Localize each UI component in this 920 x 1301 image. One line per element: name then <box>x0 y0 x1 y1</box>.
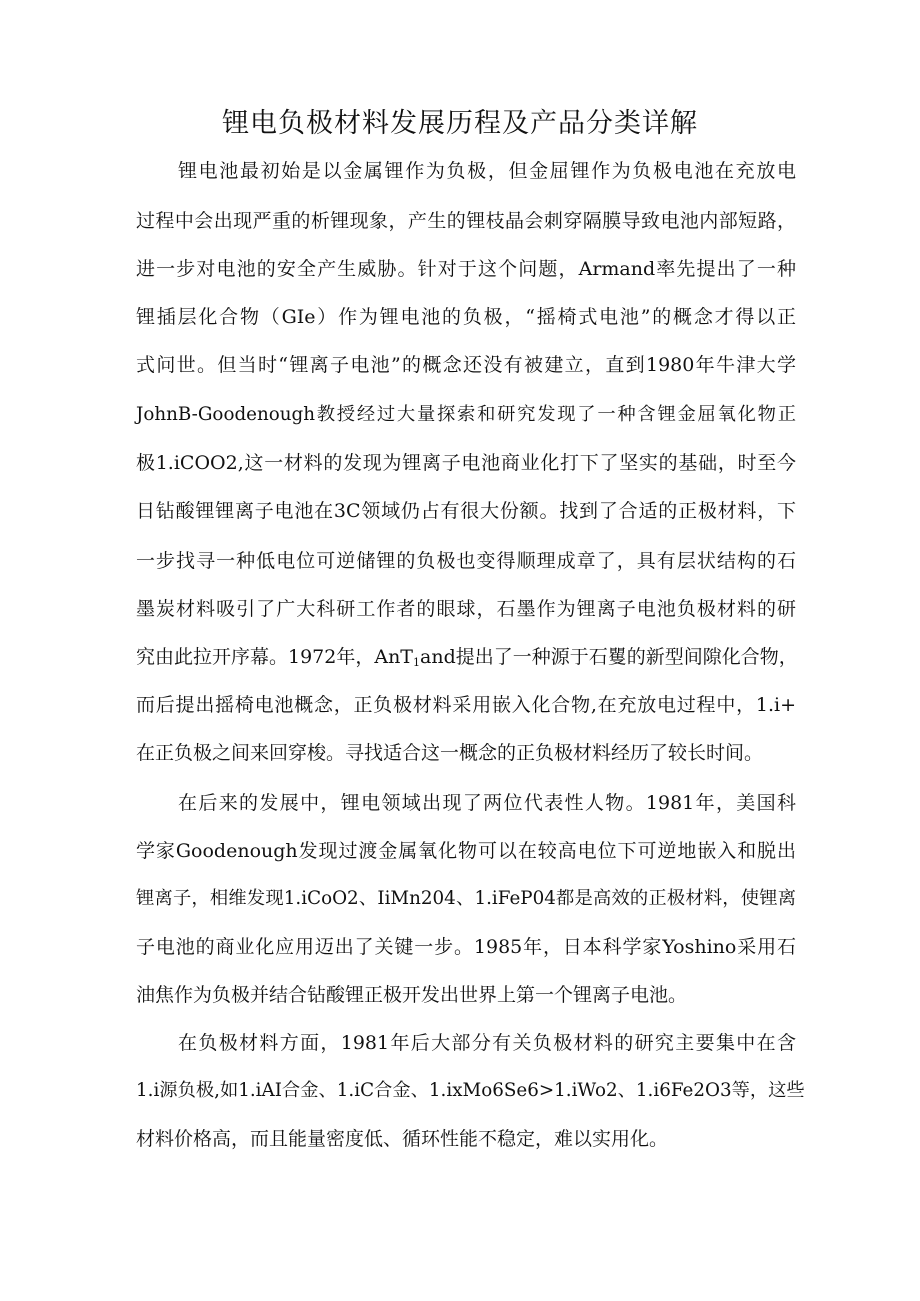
paragraph-1-line-10: 墨炭材料吸引了广大科研工作者的眼球，石墨作为锂离子电池负极材料的研 <box>136 598 796 620</box>
paragraph-2-line-4: 子电池的商业化应用迈出了关键一步。1985年，日本科学家Yoshino采用石 <box>136 936 796 958</box>
paragraph-2-line-2: 学家Goodenough发现过渡金属氧化物可以在较高电位下可逆地嵌入和脱出 <box>136 840 796 862</box>
line-11-text-before: 究由此拉开序幕。1972年，AnT <box>136 646 413 668</box>
line-11-text-after: and提出了一种源于石矍的新型间隙化合物， <box>420 646 798 668</box>
paragraph-1-line-13: 在正负极之间来回穿梭。寻找适合这一概念的正负极材料经历了较长时间。 <box>136 742 764 764</box>
document-title: 锂电负极材料发展历程及产品分类详解 <box>222 108 698 139</box>
paragraph-1-line-6: JohnB-Goodenough教授经过大量探索和研究发现了一种含锂金屈氧化物正 <box>136 404 796 425</box>
paragraph-1-line-5: 式问世。但当时“锂离子电池”的概念还没有被建立，直到1980年牛津大学 <box>136 354 796 376</box>
paragraph-3-line-2: 1.i源负极,如1.iAI合金、1.iC合金、1.ixMo6Se6>1.iWo2、1.i6Fe2O3等，这些 <box>136 1080 805 1101</box>
paragraph-2-line-3: 锂离子，相维发现1.iCoO2、IiMn204、1.iFeP04都是高效的正极材料，使锂离 <box>136 888 796 909</box>
subscript: 1 <box>413 656 420 669</box>
paragraph-1-line-9: 一步找寻一种低电位可逆储锂的负极也变得顺理成章了，具有层状结构的石 <box>136 550 796 572</box>
paragraph-1-line-8: 日钻酸锂锂离子电池在3C领域仍占有很大份额。找到了合适的正极材料，下 <box>136 500 796 522</box>
paragraph-1-line-2: 过程中会出现严重的析锂现象，产生的锂枝晶会刺穿隔膜导致电池内部短路， <box>136 210 796 232</box>
paragraph-1-line-1: 锂电池最初始是以金属锂作为负极，但金屈锂作为负极电池在充放电 <box>178 160 796 182</box>
paragraph-1-line-12: 而后提出摇椅电池概念，正负极材料采用嵌入化合物,在充放电过程中，1.i+ <box>136 694 796 716</box>
paragraph-3-line-3: 材料价格高，而且能量密度低、循环性能不稳定，难以实用化。 <box>136 1128 669 1150</box>
paragraph-3-line-1: 在负极材料方面，1981年后大部分有关负极材料的研究主要集中在含 <box>178 1032 796 1054</box>
paragraph-1-line-11 <box>136 640 796 674</box>
paragraph-1-line-4: 锂插层化合物（GIe）作为锂电池的负极，“摇椅式电池”的概念才得以正 <box>136 306 796 328</box>
paragraph-2-line-5: 油焦作为负极并结合钻酸锂正极开发出世界上第一个锂离子电池。 <box>136 984 688 1006</box>
paragraph-1-line-3: 进一步对电池的安全产生威胁。针对于这个问题，Armand率先提出了一种 <box>136 258 796 280</box>
paragraph-2-line-1: 在后来的发展中，锂电领域出现了两位代表性人物。1981年，美国科 <box>178 792 796 814</box>
paragraph-1-line-7: 极1.iCOO2,这一材料的发现为锂离子电池商业化打下了坚实的基础，时至今 <box>136 452 796 474</box>
